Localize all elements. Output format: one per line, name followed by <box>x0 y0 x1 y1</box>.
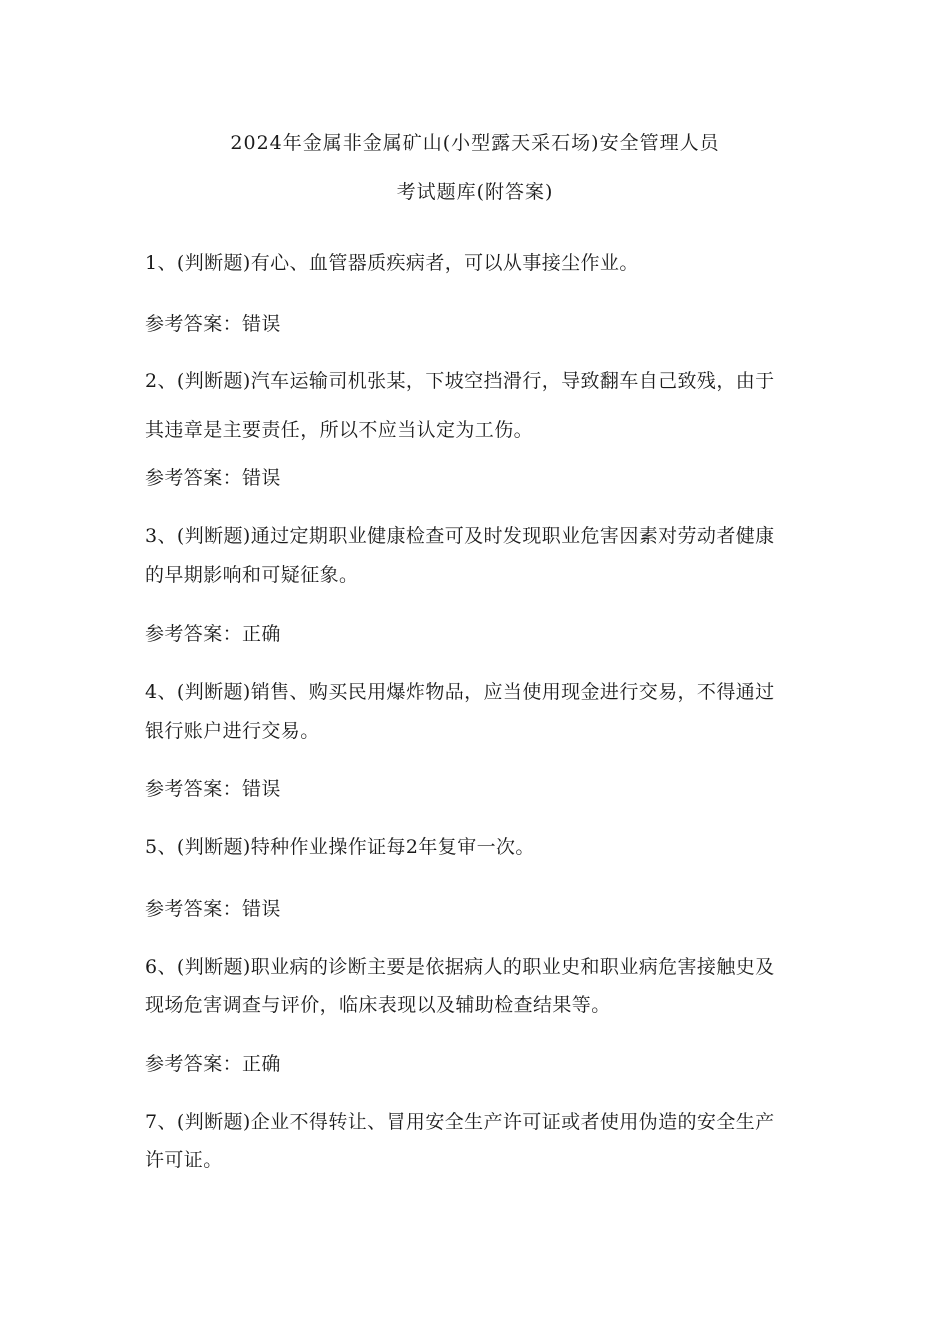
question-6-line-2: 现场危害调查与评价，临床表现以及辅助检查结果等。 <box>145 994 611 1016</box>
document-title-line-1: 2024年金属非金属矿山(小型露天采石场)安全管理人员 <box>230 132 720 154</box>
question-4-line-1: 4、(判断题)销售、购买民用爆炸物品，应当使用现金进行交易，不得通过 <box>145 681 775 703</box>
question-3-answer: 参考答案：正确 <box>145 623 281 645</box>
question-2-answer: 参考答案：错误 <box>145 467 281 489</box>
question-4-answer: 参考答案：错误 <box>145 778 281 800</box>
question-5-answer: 参考答案：错误 <box>145 898 281 920</box>
question-4-line-2: 银行账户进行交易。 <box>145 720 320 742</box>
question-3-line-1: 3、(判断题)通过定期职业健康检查可及时发现职业危害因素对劳动者健康 <box>145 525 775 547</box>
question-1-answer: 参考答案：错误 <box>145 313 281 335</box>
question-3-line-2: 的早期影响和可疑征象。 <box>145 564 359 586</box>
question-2-line-1: 2、(判断题)汽车运输司机张某，下坡空挡滑行，导致翻车自己致残，由于 <box>145 370 775 392</box>
question-7-line-1: 7、(判断题)企业不得转让、冒用安全生产许可证或者使用伪造的安全生产 <box>145 1111 775 1133</box>
document-title-line-2: 考试题库(附答案) <box>396 181 554 203</box>
question-1-line-1: 1、(判断题)有心、血管器质疾病者，可以从事接尘作业。 <box>145 252 639 274</box>
question-6-answer: 参考答案：正确 <box>145 1053 281 1075</box>
question-5-line-1: 5、(判断题)特种作业操作证每2年复审一次。 <box>145 836 535 858</box>
question-2-line-2: 其违章是主要责任，所以不应当认定为工伤。 <box>145 419 534 441</box>
question-6-line-1: 6、(判断题)职业病的诊断主要是依据病人的职业史和职业病危害接触史及 <box>145 956 775 978</box>
question-7-line-2: 许可证。 <box>145 1149 223 1171</box>
